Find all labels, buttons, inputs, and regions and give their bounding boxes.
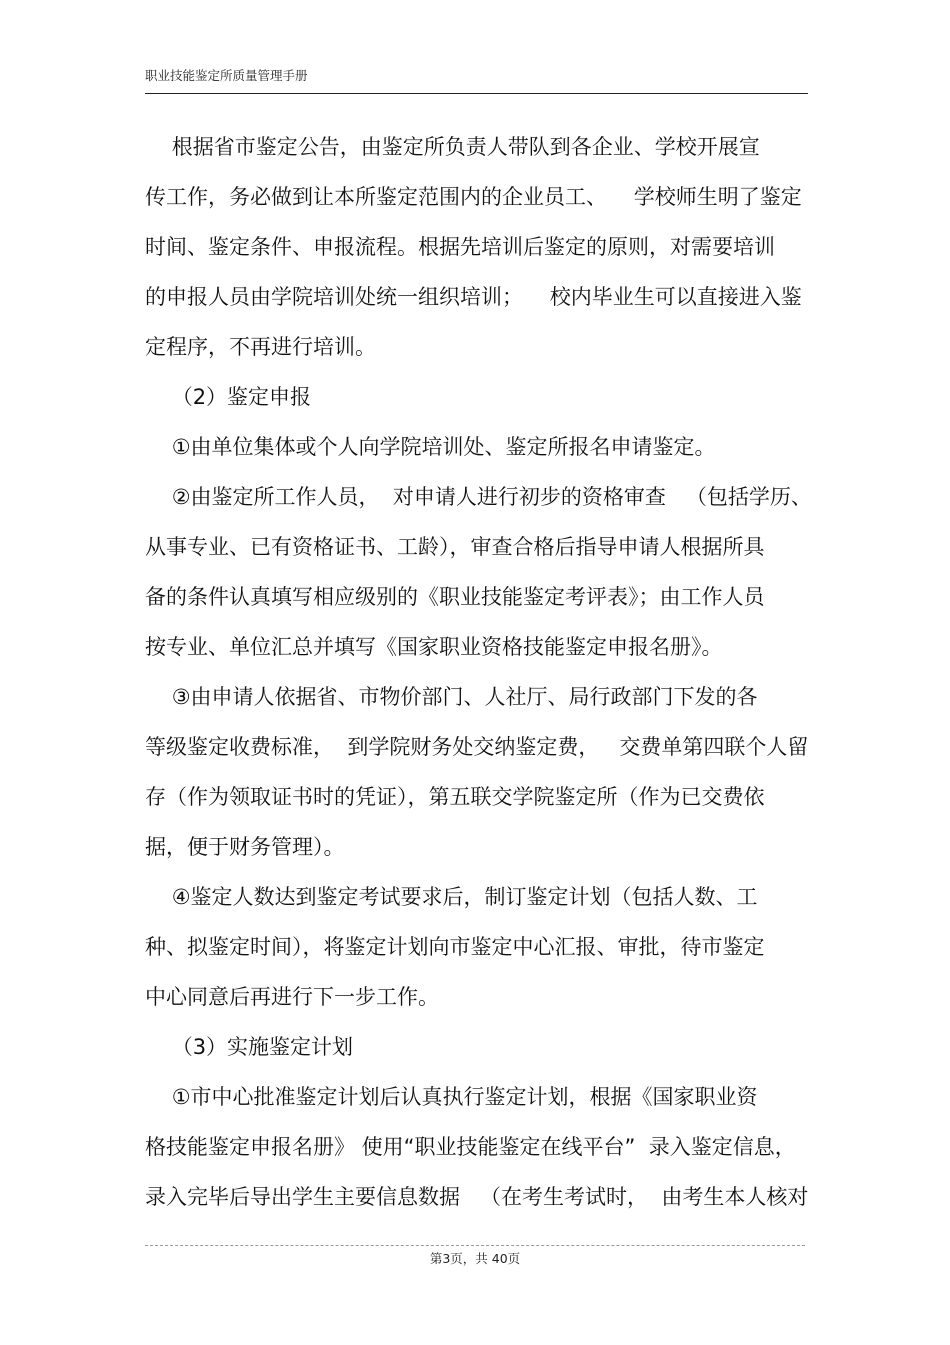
text-line: ①市中心批准鉴定计划后认真执行鉴定计划，根据《国家职业资 bbox=[145, 1085, 758, 1109]
text-line: 格技能鉴定申报名册》 使用“职业技能鉴定在线平台” 录入鉴定信息， bbox=[145, 1135, 796, 1159]
text-line: 定程序，不再进行培训。 bbox=[145, 335, 376, 359]
text-line: ①由单位集体或个人向学院培训处、鉴定所报名申请鉴定。 bbox=[145, 435, 716, 459]
text-line: 录入完毕后导出学生主要信息数据 （在考生考试时， 由考生本人核对 bbox=[145, 1185, 809, 1209]
text-line: ②由鉴定所工作人员， 对申请人进行初步的资格审查 （包括学历、 bbox=[145, 485, 812, 509]
section-heading: （3）实施鉴定计划 bbox=[145, 1035, 354, 1059]
text-line: 备的条件认真填写相应级别的《职业技能鉴定考评表》；由工作人员 bbox=[145, 585, 765, 609]
running-header: 职业技能鉴定所质量管理手册 bbox=[145, 66, 808, 94]
document-body bbox=[145, 122, 812, 1222]
section-heading: （2）鉴定申报 bbox=[145, 385, 312, 409]
text-line: 据，便于财务管理）。 bbox=[145, 835, 345, 859]
text-line: ③由申请人依据省、市物价部门、人社厅、局行政部门下发的各 bbox=[145, 685, 758, 709]
text-line: 按专业、单位汇总并填写《国家职业资格技能鉴定申报名册》。 bbox=[145, 635, 723, 659]
text-line: 种、拟鉴定时间），将鉴定计划向市鉴定中心汇报、审批，待市鉴定 bbox=[145, 935, 765, 959]
text-line: 根据省市鉴定公告，由鉴定所负责人带队到各企业、学校开展宣 bbox=[145, 135, 760, 159]
page-number: 第3页，共 40页 bbox=[429, 1251, 521, 1266]
text-line: 传工作，务必做到让本所鉴定范围内的企业员工、 学校师生明了鉴定 bbox=[145, 185, 802, 209]
text-line: 存（作为领取证书时的凭证），第五联交学院鉴定所（作为已交费依 bbox=[145, 785, 765, 809]
text-line: 从事专业、已有资格证书、工龄），审查合格后指导申请人根据所具 bbox=[145, 535, 765, 559]
text-line: 中心同意后再进行下一步工作。 bbox=[145, 985, 439, 1009]
text-line: 时间、鉴定条件、申报流程。根据先培训后鉴定的原则，对需要培训 bbox=[145, 235, 775, 259]
text-line: ④鉴定人数达到鉴定考试要求后，制订鉴定计划（包括人数、工 bbox=[145, 885, 758, 909]
text-line: 等级鉴定收费标准， 到学院财务处交纳鉴定费， 交费单第四联个人留 bbox=[145, 735, 809, 759]
footer-divider bbox=[145, 1245, 805, 1246]
text-line: 的申报人员由学院培训处统一组织培训； 校内毕业生可以直接进入鉴 bbox=[145, 285, 802, 309]
